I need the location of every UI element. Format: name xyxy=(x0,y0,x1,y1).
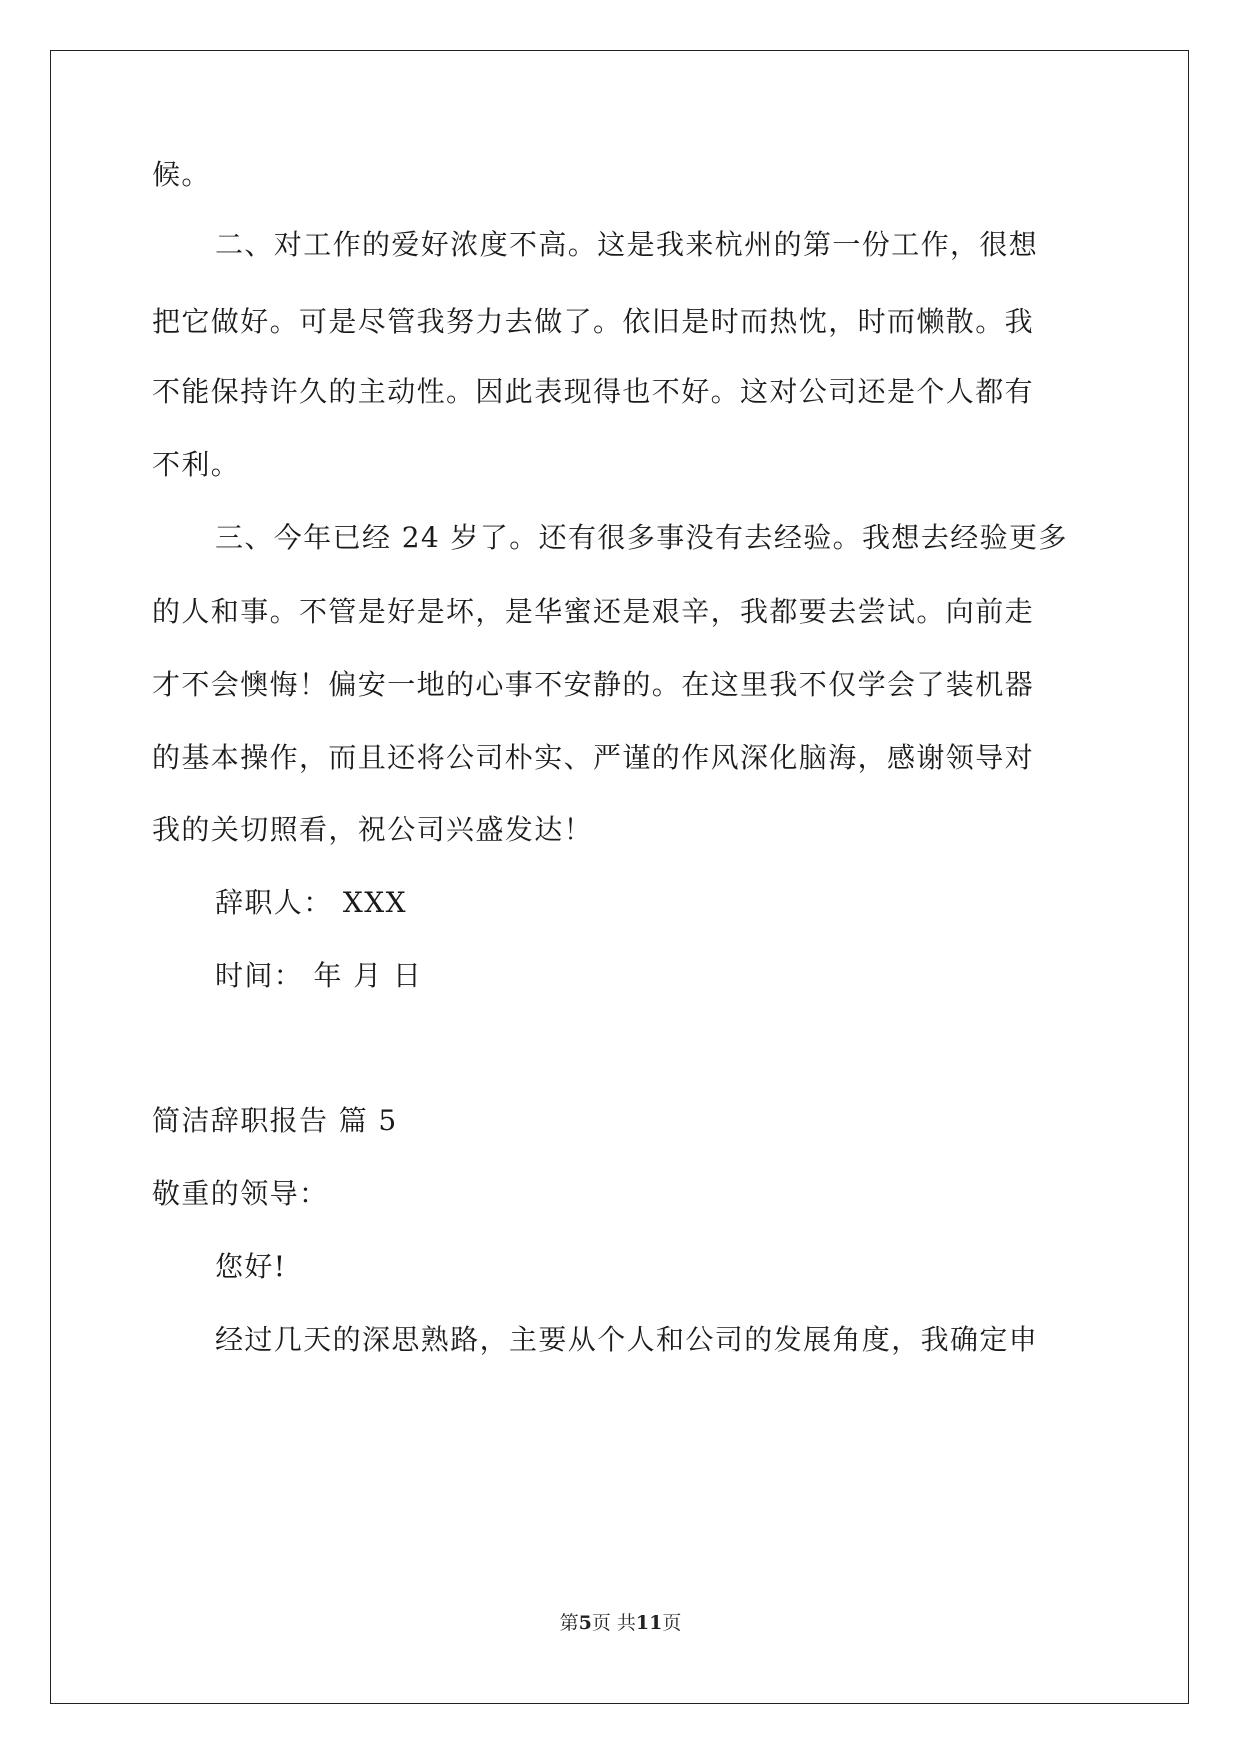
text-line: 二、对工作的爱好浓度不高。这是我来杭州的第一份工作，很想 xyxy=(215,228,1039,261)
text-line: 三、今年已经 24 岁了。还有很多事没有去经验。我想去经验更多 xyxy=(215,521,1068,554)
text-line: 不利。 xyxy=(152,448,241,481)
page-border xyxy=(50,50,1189,1704)
footer-prefix: 第 xyxy=(559,1612,579,1634)
footer-mid: 页 共 xyxy=(591,1612,636,1634)
text-line: 的人和事。不管是好是坏，是华蜜还是艰辛，我都要去尝试。向前走 xyxy=(152,595,1035,628)
salutation: 敬重的领导： xyxy=(152,1177,329,1210)
footer-suffix: 页 xyxy=(662,1612,682,1634)
section-title: 简洁辞职报告 篇 5 xyxy=(152,1104,398,1137)
signature-line: 辞职人： XXX xyxy=(215,886,407,919)
page-footer xyxy=(0,1610,1241,1636)
text-line: 的基本操作，而且还将公司朴实、严谨的作风深化脑海，感谢领导对 xyxy=(152,741,1035,774)
text-line: 才不会懊悔！偏安一地的心事不安静的。在这里我不仅学会了装机器 xyxy=(152,668,1035,701)
text-line: 候。 xyxy=(152,158,211,191)
text-line: 经过几天的深思熟路，主要从个人和公司的发展角度，我确定申 xyxy=(215,1323,1039,1356)
total-page-number: 11 xyxy=(635,1612,663,1634)
text-line: 不能保持许久的主动性。因此表现得也不好。这对公司还是个人都有 xyxy=(152,375,1035,408)
text-line: 把它做好。可是尽管我努力去做了。依旧是时而热忱，时而懒散。我 xyxy=(152,305,1035,338)
text-line: 我的关切照看，祝公司兴盛发达！ xyxy=(152,813,594,846)
current-page-number: 5 xyxy=(578,1612,592,1634)
date-line: 时间： 年 月 日 xyxy=(215,959,423,992)
greeting: 您好! xyxy=(215,1250,287,1283)
